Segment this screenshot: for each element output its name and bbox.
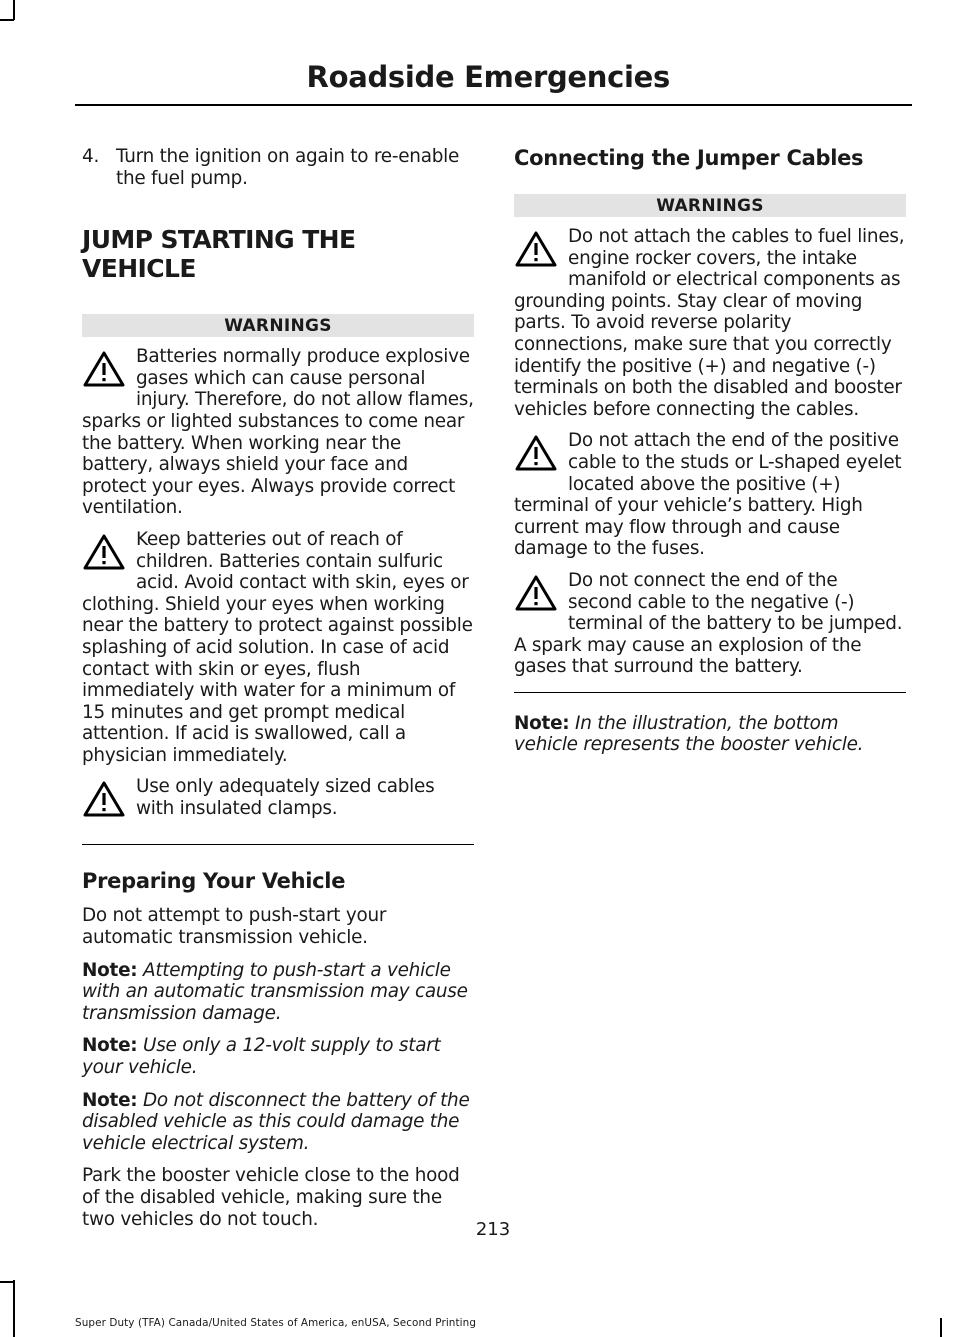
note	[82, 1090, 474, 1155]
warning-triangle-icon	[514, 434, 568, 484]
note-label: Note:	[82, 959, 138, 981]
warning-triangle-icon	[514, 230, 568, 280]
note	[82, 960, 474, 1025]
crop-mark	[13, 0, 15, 20]
warnings-bar: WARNINGS	[82, 314, 474, 337]
warning-item	[514, 226, 906, 420]
crop-mark	[0, 1281, 14, 1283]
warning-text: Keep batteries out of reach of children. Batteries contain sulfuric acid. Avoid contact with skin, eyes or clothing. Shield your eyes when working near the battery to protect against possible splashing of acid solution. In case of acid contact with skin or eyes, flush immediately with water for a minimum of 15 minutes and get prompt medical attention. If acid is swallowed, call a physician immediately.	[82, 528, 473, 766]
crop-mark	[13, 1280, 15, 1337]
section-rule	[82, 844, 474, 845]
warning-triangle-icon	[82, 533, 136, 583]
note-label: Note:	[514, 712, 570, 734]
step-text: Turn the ignition on again to re-enable the fuel pump.	[116, 146, 460, 189]
note-text: Do not disconnect the battery of the disabled vehicle as this could damage the vehicle electrical system.	[82, 1089, 470, 1154]
warnings-bar: WARNINGS	[514, 194, 906, 217]
note-text: In the illustration, the bottom vehicle represents the booster vehicle.	[514, 712, 864, 756]
note	[514, 713, 906, 756]
right-column	[514, 146, 906, 756]
warning-item	[82, 346, 474, 519]
note-text: Attempting to push-start a vehicle with an automatic transmission may cause transmission damage.	[82, 959, 468, 1024]
warning-text: Do not attach the end of the positive cable to the studs or L-shaped eyelet located above the positive (+) terminal of your vehicle’s battery. High current may flow through and cause damage to the fuses.	[514, 430, 902, 560]
warning-item	[82, 776, 474, 830]
section-title: JUMP STARTING THE VEHICLE	[82, 225, 356, 284]
warning-text: Do not attach the cables to fuel lines, engine rocker covers, the intake manifold or electrical components as grounding points. Stay clear of moving parts. To avoid reverse polarity connections, make sure that you correctly identify the positive (+) and negative (-) terminals on both the disabled and booster vehicles before connecting the cables.	[514, 226, 905, 420]
warning-triangle-icon	[82, 350, 136, 400]
section-rule	[514, 692, 906, 693]
left-column	[82, 146, 474, 1230]
warning-item	[514, 430, 906, 560]
warning-text: Do not connect the end of the second cable to the negative (-) terminal of the battery to be jumped. A spark may cause an explosion of the gases that surround the battery.	[514, 569, 903, 678]
warning-text: Use only adequately sized cables with insulated clamps.	[136, 776, 435, 820]
page-number: 213	[475, 1219, 511, 1240]
step-number: 4.	[82, 146, 100, 167]
warning-triangle-icon	[82, 780, 136, 830]
footer-text: Super Duty (TFA) Canada/United States of America, enUSA, Second Printing	[75, 1317, 477, 1329]
closing-paragraph: Park the booster vehicle close to the hood of the disabled vehicle, making sure the two vehicles do not touch.	[82, 1165, 460, 1230]
page-header-title: Roadside Emergencies	[306, 60, 670, 94]
crop-mark	[0, 19, 14, 21]
warning-triangle-icon	[514, 574, 568, 624]
note	[82, 1035, 474, 1078]
crop-mark	[940, 1318, 942, 1337]
header-rule	[75, 104, 912, 106]
intro-paragraph: Do not attempt to push-start your automatic transmission vehicle.	[82, 905, 387, 949]
warning-item	[514, 570, 906, 678]
note-label: Note:	[82, 1035, 138, 1057]
warning-item	[82, 529, 474, 767]
note-text: Use only a 12-volt supply to start your vehicle.	[82, 1035, 441, 1079]
subsection-title: Preparing Your Vehicle	[82, 869, 346, 894]
warning-text: Batteries normally produce explosive gases which can cause personal injury. Therefore, do not allow flames, sparks or lighted substances to come near the battery. When working near the battery, always shield your face and protect your eyes. Always provide correct ventilation.	[82, 346, 474, 519]
step-4	[82, 146, 474, 189]
note-label: Note:	[82, 1089, 138, 1111]
subsection-title: Connecting the Jumper Cables	[514, 146, 864, 170]
